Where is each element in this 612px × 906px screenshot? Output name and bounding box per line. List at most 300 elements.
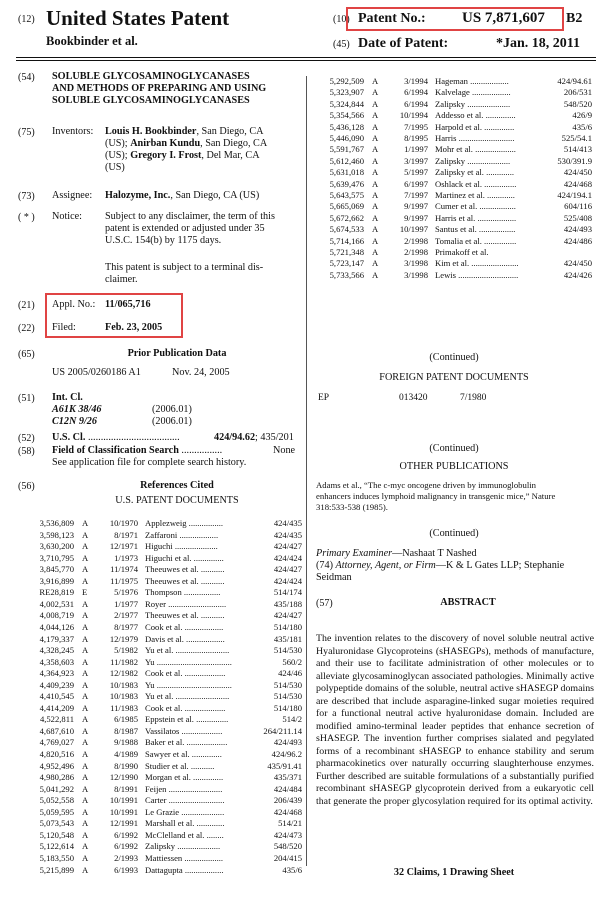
ref-kind: A [372,269,379,280]
ref-number: 4,002,531 [39,598,74,609]
ref-name: Theeuwes et al. ........... [145,564,225,575]
ref-date: 6/1985 [114,714,138,725]
ref-class: 435/6 [282,864,302,875]
reference-row [322,167,592,178]
reference-row [322,87,592,98]
reference-row [32,691,302,702]
ref-date: 2/1993 [114,852,138,863]
field-search-note: See application file for complete search history. [52,457,247,468]
reference-row [32,634,302,645]
ref-date: 6/1994 [404,98,428,109]
ref-number: 5,183,550 [39,852,74,863]
ref-date: 11/1974 [110,564,138,575]
ref-date: 8/1991 [114,783,138,794]
ref-class: 424/427 [273,610,302,621]
us-patent-docs-heading: U.S. PATENT DOCUMENTS [115,495,239,506]
ref-class: 604/116 [564,201,592,212]
prior-pub-date: Nov. 24, 2005 [172,367,230,378]
ref-name: Yu ................................... [145,679,232,690]
ref-name: Baker et al. ................... [145,737,228,748]
reference-row [32,610,302,621]
ref-kind: A [372,98,379,109]
assignee-label: Assignee: [52,190,93,201]
ref-name: Marshall et al. ............. [145,818,225,829]
ref-number: 5,436,128 [329,121,364,132]
ref-class: 560/2 [282,656,302,667]
ref-class: 548/520 [273,841,302,852]
ref-name: Carter .......................... [145,795,225,806]
ref-date: 1/1997 [404,144,428,155]
ref-kind: A [82,656,89,667]
ref-name: Yu et al. ......................... [145,645,230,656]
field-search-value: None [273,445,296,456]
ref-class: 426/9 [572,110,592,121]
ref-kind: A [82,518,89,528]
reference-row [322,144,592,155]
reference-row [32,749,302,760]
ref-date: 3/1998 [404,258,428,269]
ref-number: RE28,819 [39,587,74,598]
ref-kind: A [82,737,89,748]
ref-name: Dattagupta .................. [145,864,224,875]
ref-name: Tomalia et al. ............... [435,235,517,246]
ref-class: 424/484 [273,783,302,794]
continued-2: (Continued) [429,443,479,454]
ref-class: 424/194.1 [557,190,592,200]
reference-row [32,841,302,852]
ref-date: 11/1983 [110,702,138,713]
ref-name: Primakoff et al. [435,247,489,257]
code-58: (58) [18,446,35,457]
ref-kind: A [82,852,89,863]
ref-number: 5,323,907 [329,87,364,98]
ref-date: 12/1991 [109,818,138,829]
ref-kind: A [372,224,379,235]
ref-name: Yu et al. ......................... [145,691,230,702]
reference-row [32,668,302,679]
ref-kind: A [372,247,379,257]
inventor-line-1: Louis H. Bookbinder, San Diego, CA [105,126,264,137]
ref-kind: A [372,258,379,269]
header-rule [16,57,596,58]
ref-kind: A [82,575,89,586]
ref-kind: A [82,633,89,644]
foreign-country: EP [318,393,330,403]
reference-row [32,657,302,668]
ref-date: 10/1983 [109,679,138,690]
ref-number: 4,522,811 [39,714,74,725]
ref-date: 3/1997 [404,155,428,166]
ref-number: 5,073,543 [39,818,74,829]
ref-name: Feijen ......................... [145,783,223,794]
ref-name: Harris .......................... [435,133,515,143]
field-search: Field of Classification Search ................ [52,445,223,456]
ref-kind: A [372,110,379,121]
ref-name: McClelland et al. ........ [145,829,224,840]
code-73: (73) [18,191,35,202]
patent-kind: B2 [566,11,583,26]
ref-date: 5/1982 [114,645,138,656]
ref-class: 514/413 [563,144,592,155]
ref-date: 12/1971 [109,541,138,552]
code-57: (57) [316,598,333,609]
ref-kind: E [82,587,88,598]
ref-date: 10/1991 [109,806,138,817]
ref-class: 525/54.1 [561,133,592,143]
patent-date: *Jan. 18, 2011 [496,36,581,51]
ref-date: 10/1991 [109,795,138,806]
reference-row [32,530,302,541]
reference-row [32,807,302,818]
reference-row [32,680,302,691]
ref-number: 4,820,516 [39,749,74,759]
title-line-3: SOLUBLE GLYCOSAMINOGLYCANASES [52,95,250,106]
reference-row [32,865,302,876]
ref-date: 12/1979 [109,633,138,644]
ref-class: 206/531 [563,87,592,98]
reference-row [32,761,302,772]
claims-summary: 32 Claims, 1 Drawing Sheet [393,867,515,878]
ref-class: 424/424 [273,575,302,586]
continued-1: (Continued) [429,352,479,363]
ref-class: 435/188 [273,598,302,609]
ref-name: Eppstein et al. ............... [145,714,229,725]
ref-name: Lewis ............................ [435,269,519,280]
ref-date: 10/1997 [399,224,428,235]
ref-number: 5,354,566 [329,110,364,121]
ref-kind: A [82,864,89,875]
ref-number: 5,446,090 [329,133,364,143]
abstract-text: The invention relates to the discovery of novel soluble neutral active Hyaluronidase Glycoproteins (sHASEGPs), methods of manufacture, and their use to facilitate administration of other molecules or to alleviate glycosaminoglycan associated pathologies. Minimally active polypeptide domains of the soluble, neutral active sHASEGP domains are described that include asparagine-linked sugar moieties required for a functional neutral active hyaluronidase domain. Included are modified amino-terminal leader peptides that enhance secretion of sHASEGP. The invention further comprises sialated and pegylated forms of a recombinant sHASEGP to enhance stability and serum pharmacokinetics over naturally occurring slaughterhouse enzymes. Further described are suitable formulations of a substantially purified recombinant sHASEGP glycoprotein derived from a eukaryotic cell that generate the proper glycosylation required for its optimal activity. [316,633,594,807]
ref-class: 424/94.61 [557,76,592,86]
ref-class: 264/211.14 [263,725,302,736]
reference-row [32,784,302,795]
reference-row [32,587,302,598]
ref-class: 514/174 [273,587,302,598]
ref-number: 4,008,719 [39,610,74,621]
ref-number: 4,410,545 [39,691,74,702]
ref-number: 5,723,147 [329,258,364,269]
ref-date: 8/1971 [114,529,138,540]
ref-number: 3,630,200 [39,541,74,552]
ref-date: 10/1983 [109,691,138,702]
ref-kind: A [372,235,379,246]
ref-name: Oshlack et al. ............... [435,178,517,189]
foreign-heading: FOREIGN PATENT DOCUMENTS [379,372,529,383]
ref-name: Zalipsky et al. ............. [435,167,515,178]
ref-kind: A [82,610,89,621]
ref-name: Thompson ................. [145,587,221,598]
ref-date: 10/1994 [399,110,428,121]
ref-class: 424/427 [273,564,302,575]
reference-row [32,703,302,714]
ref-kind: A [82,725,89,736]
foreign-number: 013420 [399,393,428,403]
ref-date: 7/1995 [404,121,428,132]
ref-name: Zalipsky .................... [145,841,221,852]
appl-no: 11/065,716 [105,299,151,310]
ref-name: Kim et al. ...................... [435,258,519,269]
ref-kind: A [82,691,89,702]
ref-date: 6/1994 [404,87,428,98]
ref-name: Higuchi .................... [145,541,218,552]
ref-date: 9/1997 [404,201,428,212]
ref-class: 530/391.9 [557,155,592,166]
reference-row [32,541,302,552]
other-pub-line-2: enhancers induces lymphoid malignancy in transgenic mice,” Nature [316,491,556,501]
inventor-line-4: (US) [105,162,125,173]
code-notice: ( * ) [18,212,35,223]
ref-date: 5/1976 [114,587,138,598]
ref-date: 8/1987 [114,725,138,736]
ref-name: Addesso et al. .............. [435,110,516,121]
reference-row [322,76,592,87]
ref-class: 424/450 [563,258,592,269]
reference-row [32,726,302,737]
other-pub-line-1: Adams et al., “The c-myc oncogene driven by immunoglobulin [316,480,537,490]
ref-number: 3,845,770 [39,564,74,575]
ref-kind: A [372,212,379,223]
ref-class: 424/424 [273,552,302,563]
ref-name: Zalipsky .................... [435,155,511,166]
ref-kind: A [82,829,89,840]
attorney: (74) Attorney, Agent, or Firm—K & L Gates LLP; Stephanie [316,560,565,571]
ref-kind: A [372,87,379,98]
reference-row [322,224,592,235]
reference-row [322,156,592,167]
ref-date: 3/1998 [404,269,428,280]
ref-date: 2/1998 [404,235,428,246]
reference-row [322,236,592,247]
int-cl-code-1: A61K 38/46 [52,404,102,415]
ref-number: 5,639,476 [329,178,364,189]
ref-kind: A [372,76,379,86]
ref-class: 514/530 [273,645,302,656]
ref-kind: A [82,806,89,817]
ref-class: 424/486 [563,235,592,246]
ref-number: 3,710,795 [39,552,74,563]
references-heading: References Cited [140,480,214,491]
ref-name: Davis et al. .................. [145,633,225,644]
ref-name: Martinez et al. ............. [435,190,515,200]
ref-class: 435/6 [572,121,592,132]
ref-number: 5,631,018 [329,167,364,178]
reference-row [32,830,302,841]
ref-kind: A [82,749,89,759]
reference-row [32,576,302,587]
ref-kind: A [372,178,379,189]
reference-row [322,110,592,121]
notice-line-5: claimer. [105,274,138,285]
ref-class: 424/468 [273,806,302,817]
code-65: (65) [18,349,35,360]
ref-class: 514/180 [273,621,302,632]
ref-kind: A [82,714,89,725]
header-rule-2 [16,60,596,61]
ref-name: Zaffaroni .................. [145,529,219,540]
column-divider [306,76,307,866]
ref-number: 5,292,509 [329,76,364,86]
ref-class: 424/473 [273,829,302,840]
ref-class: 204/415 [273,852,302,863]
ref-class: 435/371 [273,772,302,783]
ref-date: 6/1993 [114,864,138,875]
ref-kind: A [82,541,89,552]
ref-date: 5/1997 [404,167,428,178]
ref-number: 5,674,533 [329,224,364,235]
ref-number: 4,044,126 [39,621,74,632]
ref-name: Studier et al. ........... [145,760,215,771]
ref-number: 5,052,558 [39,795,74,806]
ref-kind: A [82,668,89,679]
ref-kind: A [372,155,379,166]
ref-number: 4,358,603 [39,656,74,667]
ref-name: Higuchi et al. .............. [145,552,224,563]
ref-number: 4,952,496 [39,760,74,771]
ref-class: 424/450 [563,167,592,178]
title-line-2: AND METHODS OF PREPARING AND USING [52,83,267,94]
ref-number: 5,120,548 [39,829,74,840]
primary-examiner: Primary Examiner—Nashaat T Nashed [316,548,477,559]
code-51: (51) [18,393,35,404]
reference-row [32,737,302,748]
ref-kind: A [82,529,89,540]
ref-date: 8/1977 [114,621,138,632]
ref-kind: A [82,552,89,563]
ref-date: 2/1998 [404,247,428,257]
title-line-1: SOLUBLE GLYCOSAMINOGLYCANASES [52,71,250,82]
int-cl-ver-1: (2006.01) [152,404,192,415]
reference-row [322,190,592,201]
notice-label: Notice: [52,211,82,222]
ref-number: 5,324,844 [329,98,364,109]
abstract-heading: ABSTRACT [440,597,496,608]
inventor-line-2: (US); Anirban Kundu, San Diego, CA [105,138,268,149]
ref-kind: A [82,841,89,852]
ref-date: 11/1982 [110,656,138,667]
ref-name: Sawyer et al. .............. [145,749,222,759]
ref-kind: A [82,564,89,575]
patent-number: US 7,871,607 [462,10,545,26]
ref-class: 424/427 [273,541,302,552]
ref-name: Harris et al. .................. [435,212,517,223]
reference-row [32,853,302,864]
ref-date: 3/1994 [404,76,428,86]
notice-line-3: U.S.C. 154(b) by 1175 days. [105,235,222,246]
ref-number: 5,643,575 [329,190,364,200]
ref-name: Hageman .................. [435,76,509,86]
reference-row [32,772,302,783]
ref-number: 4,409,239 [39,679,74,690]
reference-row [32,622,302,633]
reference-row [322,258,592,269]
reference-row [322,270,592,281]
ref-kind: A [82,772,89,783]
ref-name: Vassilatos ................... [145,725,223,736]
reference-row [32,553,302,564]
document-title: United States Patent [46,6,230,30]
ref-kind: A [82,783,89,794]
reference-row [32,818,302,829]
ref-date: 7/1997 [404,190,428,200]
ref-number: 5,059,595 [39,806,74,817]
ref-number: 5,721,348 [329,247,364,257]
ref-name: Le Grazie .................... [145,806,225,817]
ref-kind: A [372,201,379,212]
ref-number: 5,041,292 [39,783,74,794]
ref-class: 514/2 [282,714,302,725]
ref-date: 10/1970 [109,518,138,528]
ref-class: 435/91.41 [267,760,302,771]
ref-kind: A [82,679,89,690]
ref-class: 514/21 [278,818,302,829]
date-label: Date of Patent: [358,36,449,51]
foreign-date: 7/1980 [460,393,487,403]
filed-label: Filed: [52,322,76,333]
patent-no-label: Patent No.: [358,11,426,26]
ref-number: 4,328,245 [39,645,74,656]
ref-number: 5,612,460 [329,155,364,166]
ref-class: 424/468 [563,178,592,189]
code-21: (21) [18,300,35,311]
reference-row [32,714,302,725]
ref-kind: A [372,190,379,200]
notice-line-2: patent is extended or adjusted under 35 [105,223,265,234]
ref-number: 3,598,123 [39,529,74,540]
other-pubs-heading: OTHER PUBLICATIONS [399,461,509,472]
ref-name: Morgan et al. .............. [145,772,224,783]
ref-kind: A [82,598,89,609]
ref-date: 6/1992 [114,841,138,852]
ref-kind: A [82,702,89,713]
ref-class: 435/181 [273,633,302,644]
code-22: (22) [18,323,35,334]
reference-row [32,645,302,656]
ref-date: 6/1997 [404,178,428,189]
ref-class: 548/520 [563,98,592,109]
ref-date: 12/1990 [109,772,138,783]
ref-kind: A [82,621,89,632]
ref-number: 4,980,286 [39,772,74,783]
ref-number: 3,536,809 [39,518,74,528]
ref-date: 4/1989 [114,749,138,759]
inventors-label: Inventors: [52,126,94,137]
code-52: (52) [18,433,35,444]
ref-class: 424/426 [563,269,592,280]
ref-class: 424/46 [278,668,302,679]
code-12: (12) [18,14,35,25]
ref-date: 8/1995 [404,133,428,143]
reference-row [322,133,592,144]
code-10: (10) [333,14,350,25]
ref-number: 5,714,166 [329,235,364,246]
reference-row [322,247,592,258]
ref-name: Applezweig ................ [145,518,224,528]
ref-class: 424/435 [273,529,302,540]
attorney-line-2: Seidman [316,572,352,583]
other-pub-line-3: 318:533-538 (1985). [316,502,388,512]
ref-kind: A [82,760,89,771]
ref-class: 514/530 [273,691,302,702]
ref-class: 424/435 [273,518,302,528]
us-cl-value: 424/94.62; 435/201 [214,432,294,443]
notice-line-1: Subject to any disclaimer, the term of this [105,211,275,222]
ref-number: 4,179,337 [39,633,74,644]
reference-row [32,518,302,529]
ref-date: 8/1990 [114,760,138,771]
ref-kind: A [82,645,89,656]
appl-no-label: Appl. No.: [52,299,96,310]
